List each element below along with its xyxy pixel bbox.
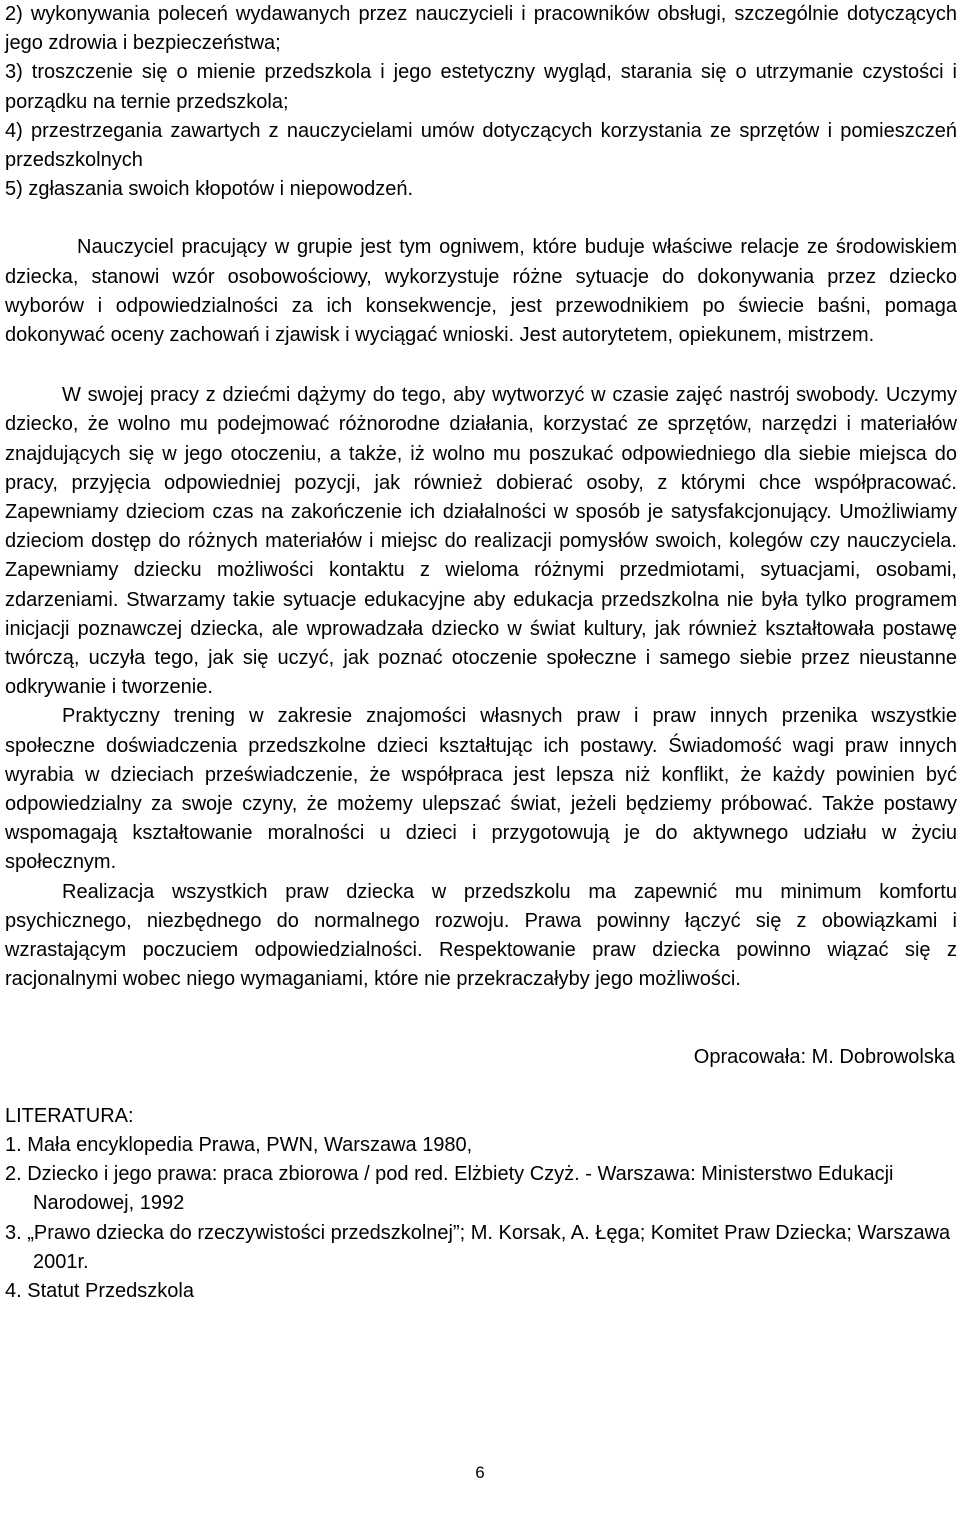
list-item: 3) troszczenie się o mienie przedszkola i jego estetyczny wygląd, starania się o utrzymanie czystości i porządku na ternie przedszkola; <box>5 61 957 113</box>
paragraph-teacher-role: Nauczyciel pracujący w grupie jest tym ogniwem, które buduje właściwe relacje ze środowiskiem dziecka, stanowi wzór osobowościowy, wykorzystuje różne sytuacje do dokonywania przez dziecko wyborów i odpowiedzialności za ich konsekwencje, jest przewodnikiem po świecie baśni, pomaga dokonywać oceny zachowań i zjawisk i wyciągać wnioski. Jest autorytetem, opiekunem, mistrzem. <box>5 236 957 347</box>
literature-item: 2. Dziecko i jego prawa: praca zbiorowa / pod red. Elżbiety Czyż. - Warszawa: Ministerstwo Edukacji Narodowej, 1992 <box>5 1163 894 1215</box>
author-signature: Opracowała: M. Dobrowolska <box>693 1045 955 1068</box>
literature-section <box>5 1102 957 1306</box>
list-item: 4) przestrzegania zawartych z nauczycielami umów dotyczących korzystania ze sprzętów i pomieszczeń przedszkolnych <box>5 119 957 172</box>
page-number: 6 <box>475 1463 485 1482</box>
document-page <box>5 0 957 1306</box>
paragraph-practical-training: Praktyczny trening w zakresie znajomości własnych praw i praw innych przenika wszystkie społeczne doświadczenia przedszkolne dzieci kształtując ich postawy. Świadomość wagi praw innych wyrabia w dzieciach przeświadczenie, że współpraca jest lepsza niż konflikt, że każdy powinien być odpowiedzialny za swoje czyny, że możemy ulepszać świat, jeżeli będziemy próbować. Także postawy wspomagają kształtowanie moralności u dzieci i przygotowują je do aktywnego udziału w życiu społecznym. <box>5 705 957 874</box>
literature-item: 3. „Prawo dziecka do rzeczywistości przedszkolnej”; M. Korsak, A. Łęga; Komitet Praw Dziecka; Warszawa 2001r. <box>5 1221 951 1273</box>
list-item: 5) zgłaszania swoich kłopotów i niepowodzeń. <box>5 178 414 201</box>
duties-list <box>5 0 957 204</box>
literature-item: 1. Mała encyklopedia Prawa, PWN, Warszawa 1980, <box>5 1133 473 1156</box>
literature-item: 4. Statut Przedszkola <box>5 1279 194 1302</box>
list-item: 2) wykonywania poleceń wydawanych przez nauczycieli i pracowników obsługi, szczególnie dotyczących jego zdrowia i bezpieczeństwa; <box>5 3 957 55</box>
paragraph-rights-realization: Realizacja wszystkich praw dziecka w przedszkolu ma zapewnić mu minimum komfortu psychicznego, niezbędnego do normalnego rozwoju. Prawa powinny łączyć się z obowiązkami i wzrastającym poczuciem odpowiedzialności. Respektowanie praw dziecka powinno wiązać się z racjonalnymi wobec niego wymaganiami, które nie przekraczałyby jego możliwości. <box>5 880 957 991</box>
paragraph-our-work: W swojej pracy z dziećmi dążymy do tego, aby wytworzyć w czasie zajęć nastrój swobody. Uczymy dziecko, że wolno mu podejmować różnorodne działania, korzystać ze sprzętów, narzędzi i materiałów znajdujących się w jego otoczeniu, a także, iż wolno mu poszukać odpowiedniego dla siebie miejsca do pracy, przyjęcia odpowiedniej pozycji, jak również dobierać osoby, z którymi chce współpracować. Zapewniamy dzieciom czas na zakończenie ich działalności w sposób je satysfakcjonujący. Umożliwiamy dzieciom dostęp do różnych materiałów i miejsc do realizacji pomysłów swoich, kolegów czy nauczyciela. Zapewniamy dziecku możliwości kontaktu z wieloma różnymi przedmiotami, sytuacjami, osobami, zdarzeniami. Stwarzamy takie sytuacje edukacyjne aby edukacja przedszkolna nie była tylko programem inicjacji poznawczej dziecka, ale wprowadzała dziecko w świat kultury, jak również kształtowała postawę twórczą, uczyła tego, jak się uczyć, jak poznać otoczenie społeczne i samego siebie przez nieustanne odkrywanie i tworzenie. <box>5 384 957 699</box>
literature-title: LITERATURA: <box>5 1104 134 1127</box>
